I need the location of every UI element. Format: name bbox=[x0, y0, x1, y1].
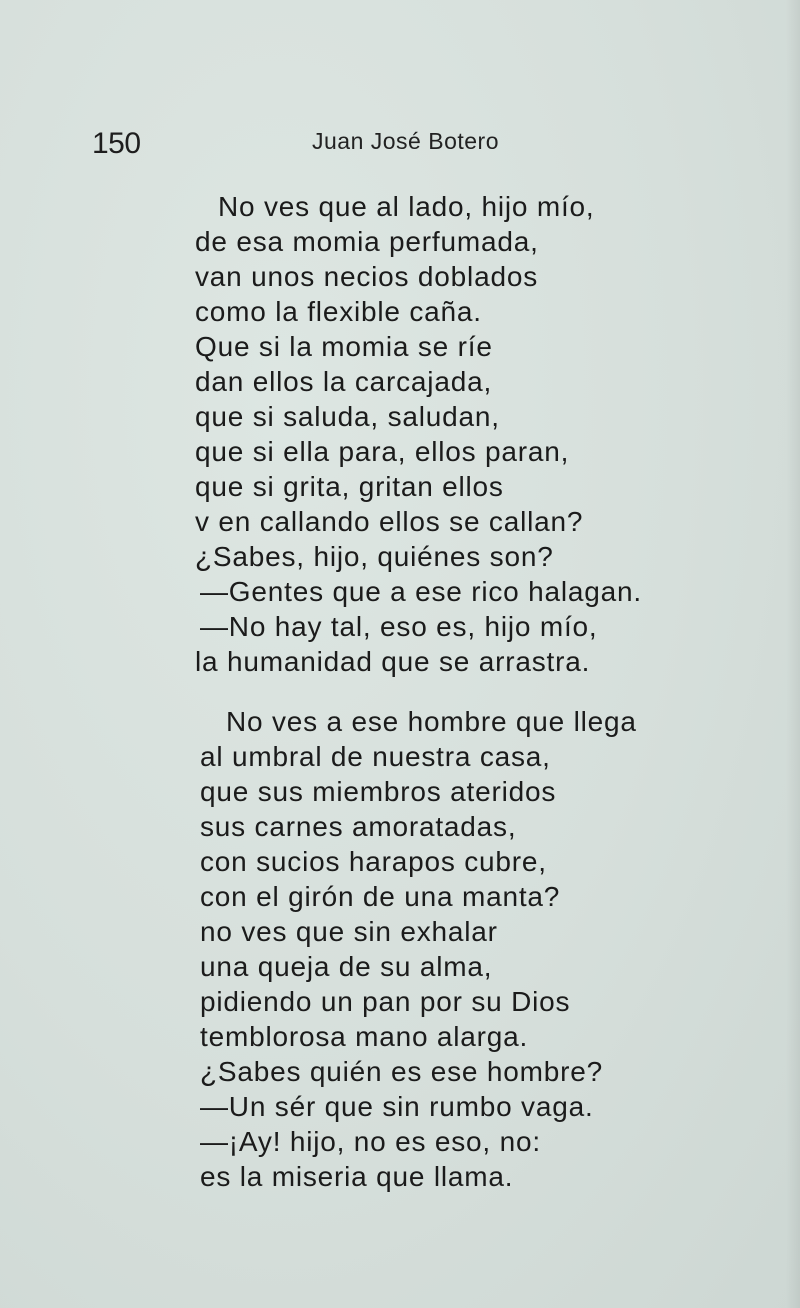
poem-line: —¡Ay! hijo, no es eso, no: bbox=[200, 1126, 541, 1157]
poem-line: No ves que al lado, hijo mío, bbox=[218, 191, 595, 222]
poem-line: —Un sér que sin rumbo vaga. bbox=[200, 1091, 594, 1122]
poem-line: al umbral de nuestra casa, bbox=[200, 741, 551, 772]
poem-line: —Gentes que a ese rico halagan. bbox=[200, 576, 642, 607]
poem-line: ¿Sabes, hijo, quiénes son? bbox=[195, 541, 554, 572]
poem-line: como la flexible caña. bbox=[195, 296, 482, 327]
poem-line: v en callando ellos se callan? bbox=[195, 506, 584, 537]
poem-line: van unos necios doblados bbox=[195, 261, 538, 292]
running-head-author: Juan José Botero bbox=[312, 128, 500, 154]
poem-line: Que si la momia se ríe bbox=[195, 331, 493, 362]
poem-line: No ves a ese hombre que llega bbox=[226, 706, 637, 737]
poem-line: la humanidad que se arrastra. bbox=[195, 646, 591, 677]
poem-line: que si ella para, ellos paran, bbox=[195, 436, 570, 467]
poem-line: es la miseria que llama. bbox=[200, 1161, 514, 1192]
poem-line: de esa momia perfumada, bbox=[195, 226, 539, 257]
poem-line: que si saluda, saludan, bbox=[195, 401, 500, 432]
poem-line: que sus miembros ateridos bbox=[200, 776, 557, 807]
poem-line: no ves que sin exhalar bbox=[200, 916, 498, 947]
poem-line: con el girón de una manta? bbox=[200, 881, 561, 912]
poem-line: temblorosa mano alarga. bbox=[200, 1021, 529, 1052]
poem-line: pidiendo un pan por su Dios bbox=[200, 986, 571, 1017]
poem-line: ¿Sabes quién es ese hombre? bbox=[200, 1056, 603, 1087]
poem-line: una queja de su alma, bbox=[200, 951, 493, 982]
poem-line: sus carnes amoratadas, bbox=[200, 811, 517, 842]
poem-line: con sucios harapos cubre, bbox=[200, 846, 547, 877]
page-number: 150 bbox=[92, 127, 141, 160]
poem-line: —No hay tal, eso es, hijo mío, bbox=[200, 611, 598, 642]
poem-line: dan ellos la carcajada, bbox=[195, 366, 493, 397]
poem-line: que si grita, gritan ellos bbox=[195, 471, 504, 502]
